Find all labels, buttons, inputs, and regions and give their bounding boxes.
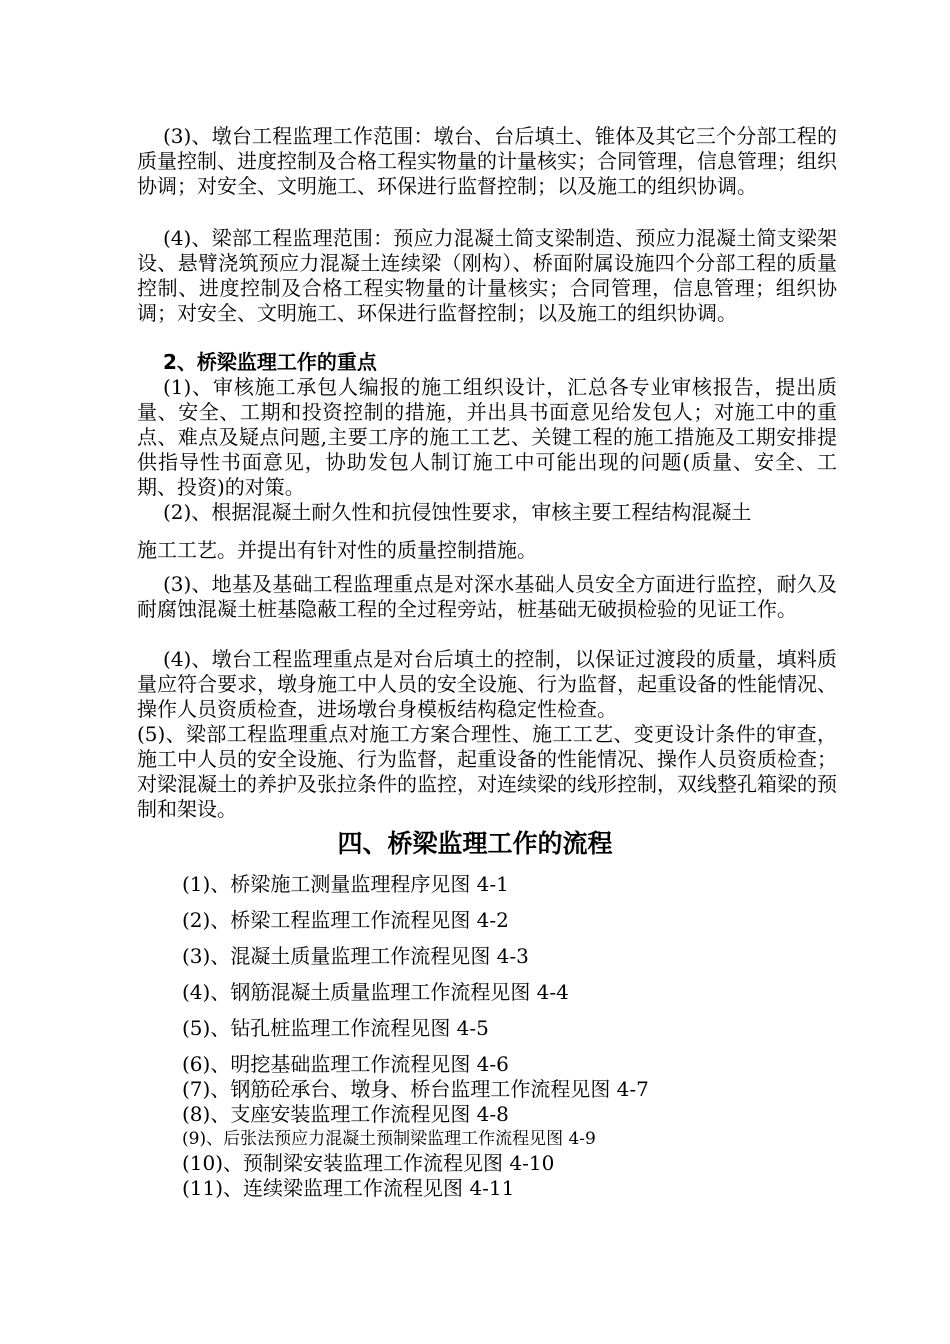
process-item-7: (7)、钢筋砼承台、墩身、桥台监理工作流程见图 4-7 — [182, 1077, 649, 1101]
key-point-2-paragraph: (2)、根据混凝土耐久性和抗侵蚀性要求，审核主要工程结构混凝土 — [163, 500, 752, 524]
process-item-10: (10)、预制梁安装监理工作流程见图 4-10 — [182, 1151, 555, 1175]
key-point-2-continuation: 施工工艺。并提出有针对性的质量控制措施。 — [137, 538, 537, 562]
key-point-5-paragraph: (5)、梁部工程监理重点对施工方案合理性、施工工艺、变更设计条件的审查，施工中人员的安全设施、行为监督，起重设备的性能情况、操作人员资质检查；对梁混凝土的养护及张拉条件的监控，对连续梁的线形控制，双线整孔箱梁的预制和架设。 — [137, 722, 837, 821]
process-item-5: (5)、钻孔桩监理工作流程见图 4-5 — [182, 1016, 489, 1040]
key-point-3-paragraph: (3)、地基及基础工程监理重点是对深水基础人员安全方面进行监控，耐久及耐腐蚀混凝土桩基隐蔽工程的全过程旁站，桩基础无破损检验的见证工作。 — [137, 572, 837, 621]
key-point-1-paragraph: (1)、审核施工承包人编报的施工组织设计，汇总各专业审核报告，提出质量、安全、工期和投资控制的措施，并出具书面意见给发包人；对施工中的重点、难点及疑点问题,主要工序的施工工艺、关键工程的施工措施及工期安排提供指导性书面意见，协助发包人制订施工中可能出现的问题(质量、安全、工期、投资)的对策。 — [137, 375, 837, 499]
process-item-6: (6)、明挖基础监理工作流程见图 4-6 — [182, 1052, 509, 1076]
scope-beam-paragraph: (4)、梁部工程监理范围：预应力混凝土简支梁制造、预应力混凝土简支梁架设、悬臂浇筑预应力混凝土连续梁（刚构）、桥面附属设施四个分部工程的质量控制、进度控制及合格工程实物量的计量核实；合同管理，信息管理；组织协调；对安全、文明施工、环保进行监督控制；以及施工的组织协调。 — [137, 226, 837, 325]
process-item-11: (11)、连续梁监理工作流程见图 4-11 — [182, 1176, 515, 1200]
process-item-4: (4)、钢筋混凝土质量监理工作流程见图 4-4 — [182, 980, 569, 1004]
process-item-3: (3)、混凝土质量监理工作流程见图 4-3 — [182, 944, 529, 968]
process-item-9: (9)、后张法预应力混凝土预制梁监理工作流程见图 4-9 — [182, 1129, 596, 1149]
scope-pier-abutment-paragraph: (3)、墩台工程监理工作范围：墩台、台后填土、锥体及其它三个分部工程的质量控制、进度控制及合格工程实物量的计量核实；合同管理，信息管理；组织协调；对安全、文明施工、环保进行监督控制；以及施工的组织协调。 — [137, 124, 837, 198]
key-point-4-paragraph: (4)、墩台工程监理重点是对台后填土的控制，以保证过渡段的质量，填料质量应符合要求，墩身施工中人员的安全设施、行为监督，起重设备的性能情况、操作人员资质检查，进场墩台身模板结构稳定性检查。 — [137, 647, 837, 721]
process-item-1: (1)、桥梁施工测量监理程序见图 4-1 — [182, 872, 509, 896]
process-item-8: (8)、支座安装监理工作流程见图 4-8 — [182, 1102, 509, 1126]
process-section-title: 四、桥梁监理工作的流程 — [337, 829, 613, 858]
key-points-heading: 2、桥梁监理工作的重点 — [163, 350, 377, 374]
process-item-2: (2)、桥梁工程监理工作流程见图 4-2 — [182, 908, 509, 932]
